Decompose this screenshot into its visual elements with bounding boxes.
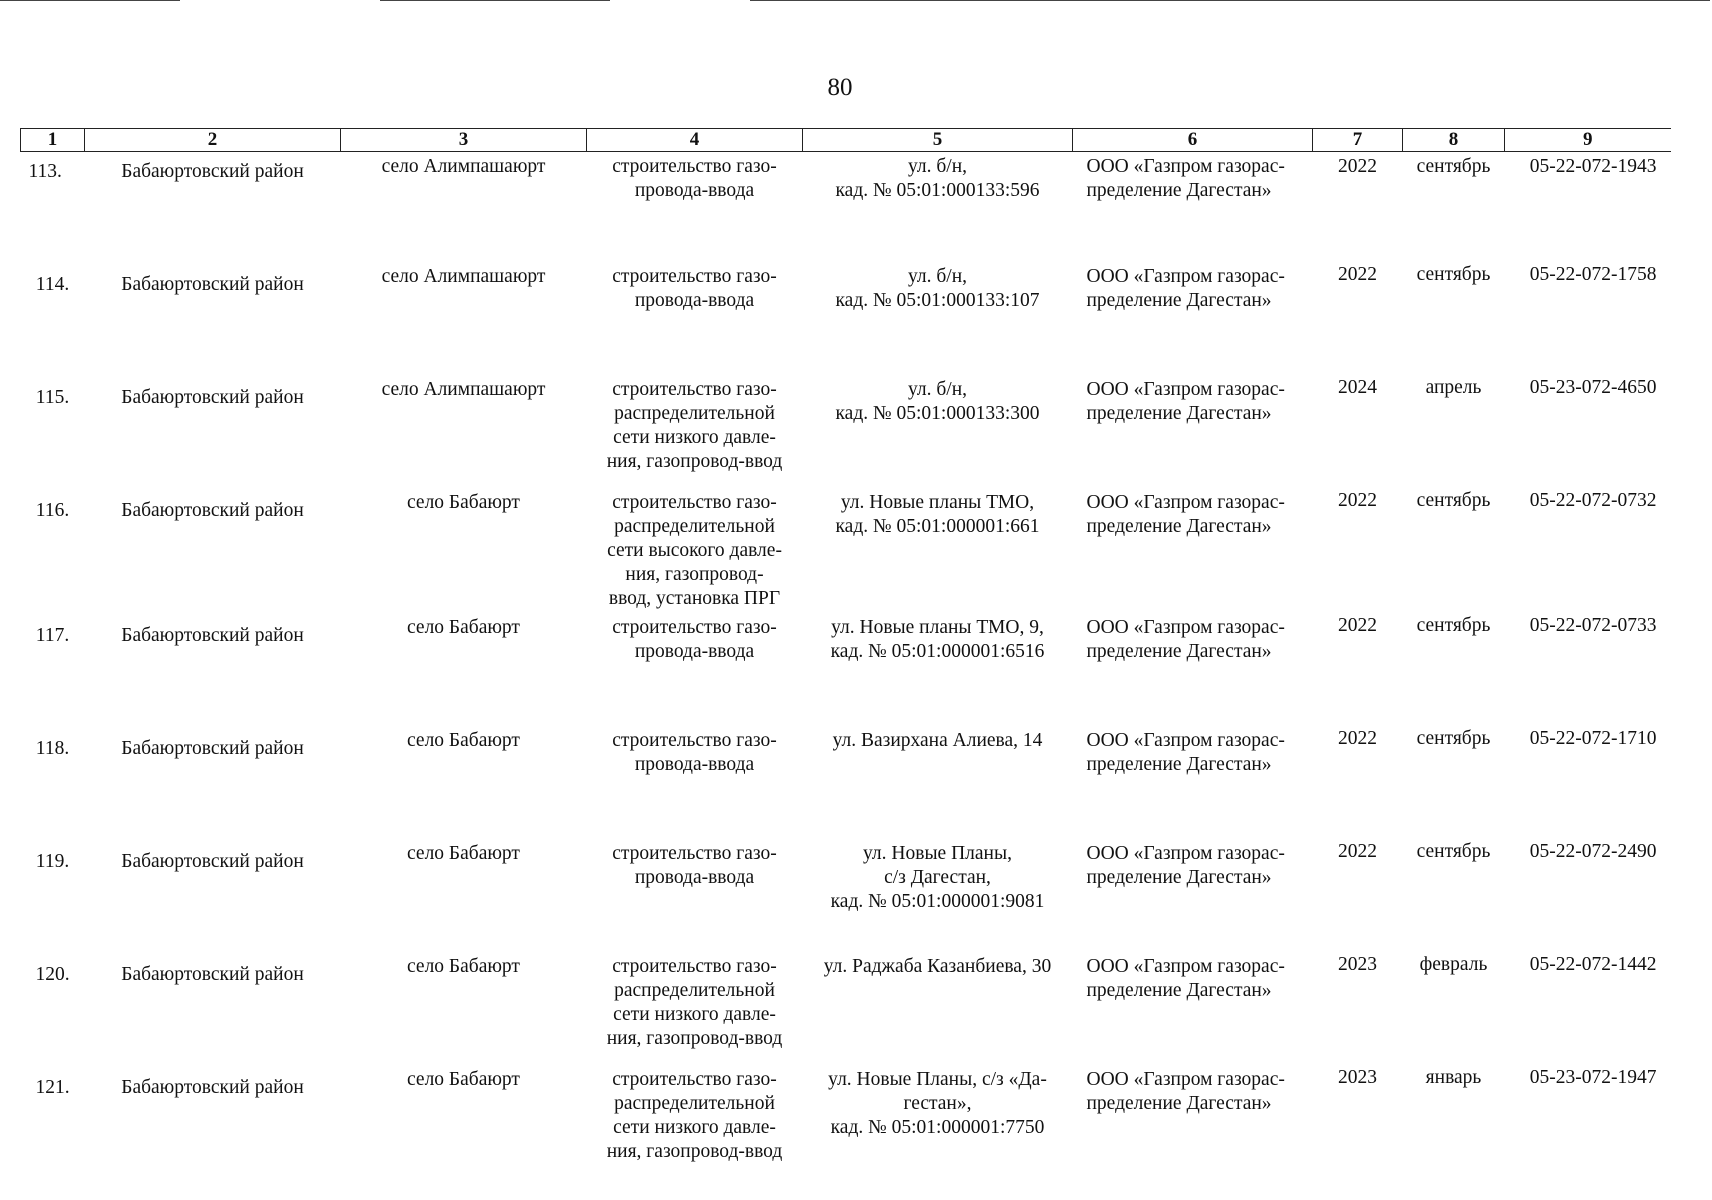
organization-line: пределение Дагестан»: [1086, 867, 1272, 888]
organization-cell: [1073, 950, 1313, 1063]
year-cell: 2022: [1338, 728, 1377, 749]
work-description-line: провода-ввода: [634, 180, 755, 201]
row-number: 120.: [35, 964, 70, 985]
work-description-line: строительство газо-: [612, 617, 777, 638]
work-description-cell: [587, 1063, 803, 1176]
work-description-line: провода-ввода: [634, 641, 755, 662]
work-description-cell: [587, 950, 803, 1063]
table-row: [21, 837, 1671, 950]
address-line: ул. б/н,: [907, 266, 968, 287]
work-description-line: ввод, установка ПРГ: [608, 588, 781, 609]
registration-code-cell: 05-22-072-1943: [1529, 156, 1657, 177]
month-cell: сентябрь: [1416, 728, 1491, 749]
locality-cell: село Бабаюрт: [407, 843, 520, 864]
locality-cell: село Бабаюрт: [407, 1069, 520, 1090]
year-cell: 2022: [1338, 264, 1377, 285]
organization-cell: [1073, 486, 1313, 611]
address-line: гестан»,: [903, 1093, 972, 1114]
address-line: кад. № 05:01:000001:7750: [830, 1117, 1045, 1138]
locality-cell: село Алимпашаюрт: [381, 266, 546, 287]
month-cell: сентябрь: [1416, 264, 1491, 285]
row-number: 115.: [35, 387, 70, 408]
organization-line: ООО «Газпром газорас-: [1086, 492, 1285, 513]
work-description-line: сети высокого давле-: [607, 540, 782, 561]
work-description-cell: [587, 724, 803, 837]
work-description-cell: [587, 152, 803, 261]
column-number-row: [21, 129, 1671, 152]
year-cell: 2022: [1338, 156, 1377, 177]
organization-line: пределение Дагестан»: [1086, 1093, 1272, 1114]
address-line: ул. б/н,: [907, 379, 968, 400]
page-number: 80: [827, 74, 853, 101]
work-description-line: ния, газопровод-: [625, 564, 764, 585]
work-description-line: провода-ввода: [634, 867, 755, 888]
work-description-line: распределительной: [614, 403, 775, 424]
register-table: [20, 128, 1671, 1176]
organization-line: пределение Дагестан»: [1086, 403, 1272, 424]
column-number: 6: [1073, 129, 1313, 152]
locality-cell: село Бабаюрт: [407, 617, 520, 638]
locality-cell: село Бабаюрт: [407, 492, 520, 513]
address-cell: [803, 1063, 1073, 1176]
table-row: [21, 950, 1671, 1063]
address-cell: [803, 724, 1073, 837]
work-description-line: строительство газо-: [612, 730, 777, 751]
registration-code-cell: 05-23-072-4650: [1529, 377, 1657, 398]
month-cell: сентябрь: [1416, 841, 1491, 862]
table-body: [21, 152, 1671, 1177]
organization-cell: [1073, 611, 1313, 724]
address-line: кад. № 05:01:000133:107: [835, 290, 1040, 311]
work-description-line: строительство газо-: [612, 266, 777, 287]
address-cell: [803, 260, 1073, 373]
address-line: ул. Новые Планы, с/з «Да-: [828, 1069, 1047, 1090]
row-number: 121.: [35, 1077, 70, 1098]
address-cell: [803, 486, 1073, 611]
registration-code-cell: 05-22-072-0732: [1529, 490, 1657, 511]
year-cell: 2022: [1338, 841, 1377, 862]
locality-cell: село Алимпашаюрт: [381, 156, 546, 177]
district-cell: Бабаюртовский район: [121, 274, 304, 295]
organization-line: ООО «Газпром газорас-: [1086, 266, 1285, 287]
work-description-line: сети низкого давле-: [613, 427, 776, 448]
address-cell: [803, 837, 1073, 950]
table-row: [21, 260, 1671, 373]
work-description-cell: [587, 260, 803, 373]
row-number: 119.: [35, 851, 70, 872]
organization-cell: [1073, 373, 1313, 486]
column-number: 1: [21, 129, 85, 152]
district-cell: Бабаюртовский район: [121, 738, 304, 759]
registration-code-cell: 05-22-072-0733: [1529, 615, 1657, 636]
registration-code-cell: 05-22-072-1758: [1529, 264, 1657, 285]
organization-line: ООО «Газпром газорас-: [1086, 1069, 1285, 1090]
address-line: кад. № 05:01:000001:6516: [830, 641, 1045, 662]
work-description-cell: [587, 373, 803, 486]
address-line: кад. № 05:01:000133:596: [835, 180, 1040, 201]
locality-cell: село Алимпашаюрт: [381, 379, 546, 400]
organization-cell: [1073, 724, 1313, 837]
address-line: ул. Новые Планы,: [863, 843, 1012, 864]
district-cell: Бабаюртовский район: [121, 161, 304, 182]
work-description-line: провода-ввода: [634, 290, 755, 311]
month-cell: апрель: [1425, 377, 1482, 398]
organization-line: пределение Дагестан»: [1086, 516, 1272, 537]
work-description-line: строительство газо-: [612, 379, 777, 400]
column-number: 3: [341, 129, 587, 152]
address-line: ул. Раджаба Казанбиева, 30: [823, 956, 1052, 977]
organization-cell: [1073, 837, 1313, 950]
month-cell: сентябрь: [1416, 615, 1491, 636]
work-description-line: строительство газо-: [612, 156, 777, 177]
organization-line: ООО «Газпром газорас-: [1086, 956, 1285, 977]
year-cell: 2022: [1338, 490, 1377, 511]
table-row: [21, 1063, 1671, 1176]
organization-line: ООО «Газпром газорас-: [1086, 617, 1285, 638]
column-number: 5: [803, 129, 1073, 152]
table-row: [21, 373, 1671, 486]
organization-line: ООО «Газпром газорас-: [1086, 843, 1285, 864]
column-number: 9: [1505, 129, 1671, 152]
table-row: [21, 486, 1671, 611]
address-line: кад. № 05:01:000001:661: [835, 516, 1040, 537]
organization-cell: [1073, 1063, 1313, 1176]
work-description-cell: [587, 837, 803, 950]
organization-line: ООО «Газпром газорас-: [1086, 379, 1285, 400]
work-description-line: провода-ввода: [634, 754, 755, 775]
district-cell: Бабаюртовский район: [121, 1077, 304, 1098]
work-description-cell: [587, 611, 803, 724]
work-description-line: ния, газопровод-ввод: [606, 1028, 783, 1049]
address-cell: [803, 373, 1073, 486]
column-number: 7: [1313, 129, 1403, 152]
district-cell: Бабаюртовский район: [121, 851, 304, 872]
organization-cell: [1073, 260, 1313, 373]
scan-edge-line: [750, 0, 1710, 1]
district-cell: Бабаюртовский район: [121, 625, 304, 646]
row-number: 118.: [35, 738, 70, 759]
year-cell: 2022: [1338, 615, 1377, 636]
address-line: ул. б/н,: [907, 156, 968, 177]
month-cell: сентябрь: [1416, 156, 1491, 177]
registration-code-cell: 05-22-072-1442: [1529, 954, 1657, 975]
organization-line: ООО «Газпром газорас-: [1086, 730, 1285, 751]
work-description-line: распределительной: [614, 1093, 775, 1114]
year-cell: 2023: [1338, 954, 1377, 975]
work-description-line: распределительной: [614, 980, 775, 1001]
organization-line: пределение Дагестан»: [1086, 290, 1272, 311]
work-description-line: распределительной: [614, 516, 775, 537]
work-description-line: строительство газо-: [612, 1069, 777, 1090]
work-description-line: строительство газо-: [612, 843, 777, 864]
scan-edge-line: [380, 0, 610, 1]
organization-line: пределение Дагестан»: [1086, 180, 1272, 201]
work-description-line: ния, газопровод-ввод: [606, 451, 783, 472]
district-cell: Бабаюртовский район: [121, 964, 304, 985]
locality-cell: село Бабаюрт: [407, 956, 520, 977]
row-number: 117.: [35, 625, 70, 646]
table-row: [21, 152, 1671, 261]
address-cell: [803, 950, 1073, 1063]
work-description-line: ния, газопровод-ввод: [606, 1141, 783, 1162]
row-number: 113.: [28, 161, 62, 182]
work-description-line: строительство газо-: [612, 956, 777, 977]
address-cell: [803, 611, 1073, 724]
column-number: 4: [587, 129, 803, 152]
address-line: кад. № 05:01:000001:9081: [830, 891, 1045, 912]
month-cell: февраль: [1419, 954, 1488, 975]
column-number: 8: [1403, 129, 1505, 152]
district-cell: Бабаюртовский район: [121, 500, 304, 521]
locality-cell: село Бабаюрт: [407, 730, 520, 751]
district-cell: Бабаюртовский район: [121, 387, 304, 408]
table-row: [21, 724, 1671, 837]
work-description-line: сети низкого давле-: [613, 1004, 776, 1025]
registration-code-cell: 05-23-072-1947: [1529, 1067, 1657, 1088]
year-cell: 2024: [1338, 377, 1377, 398]
year-cell: 2023: [1338, 1067, 1377, 1088]
organization-line: ООО «Газпром газорас-: [1086, 156, 1285, 177]
address-line: кад. № 05:01:000133:300: [835, 403, 1040, 424]
scan-edge-line: [0, 0, 180, 1]
column-number: 2: [85, 129, 341, 152]
registration-code-cell: 05-22-072-2490: [1529, 841, 1657, 862]
address-line: с/з Дагестан,: [884, 867, 991, 888]
organization-cell: [1073, 152, 1313, 261]
month-cell: сентябрь: [1416, 490, 1491, 511]
address-line: ул. Новые планы ТМО, 9,: [831, 617, 1044, 638]
work-description-cell: [587, 486, 803, 611]
work-description-line: строительство газо-: [612, 492, 777, 513]
organization-line: пределение Дагестан»: [1086, 754, 1272, 775]
organization-line: пределение Дагестан»: [1086, 980, 1272, 1001]
row-number: 114.: [35, 274, 70, 295]
address-line: ул. Вазирхана Алиева, 14: [832, 730, 1043, 751]
registration-code-cell: 05-22-072-1710: [1529, 728, 1657, 749]
organization-line: пределение Дагестан»: [1086, 641, 1272, 662]
row-number: 116.: [35, 500, 70, 521]
address-line: ул. Новые планы ТМО,: [840, 492, 1035, 513]
address-cell: [803, 152, 1073, 261]
table-row: [21, 611, 1671, 724]
month-cell: январь: [1425, 1067, 1482, 1088]
work-description-line: сети низкого давле-: [613, 1117, 776, 1138]
